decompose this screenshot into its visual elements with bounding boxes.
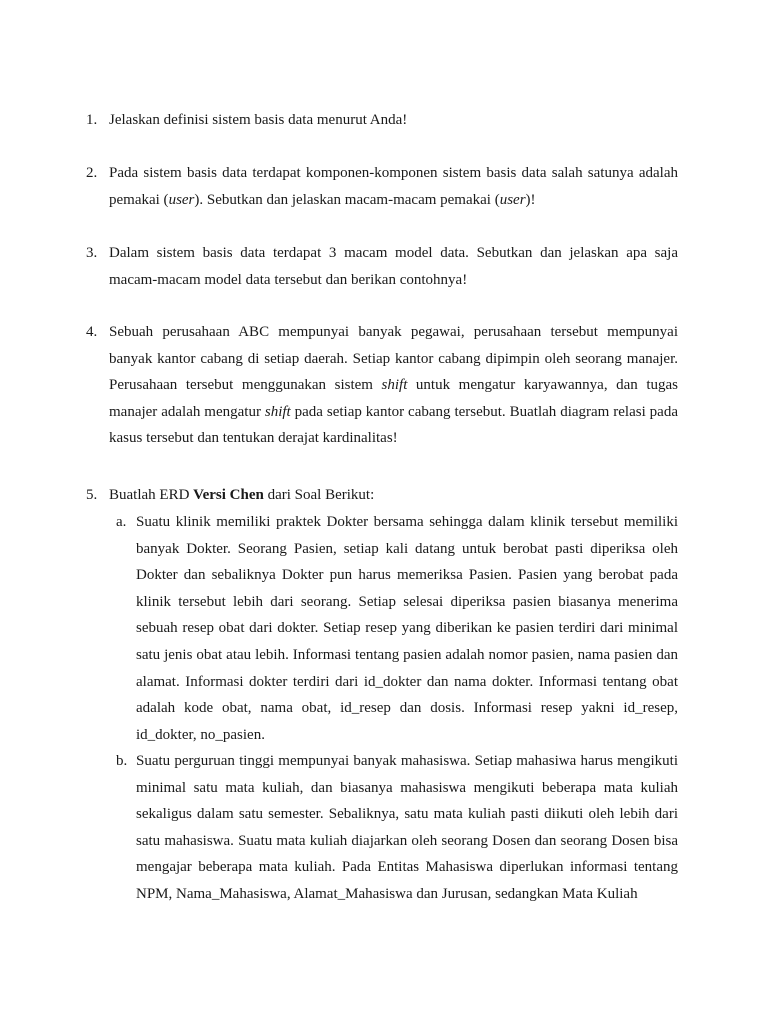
question-4 bbox=[86, 319, 678, 452]
question-2 bbox=[86, 160, 678, 213]
subitem-text: Suatu klinik memiliki praktek Dokter bersama sehingga dalam klinik tersebut memiliki banyak Dokter. Seorang Pasien, setiap kali datang untuk berobat pasti diperiksa oleh Dokter dan sebaliknya Dokter pun harus memeriksa Pasien. Pasien yang berobat pada klinik tersebut lebih dari seorang. Setiap selesai diperiksa pasien biasanya menerima sebuah resep obat dari dokter. Setiap resep yang diberikan ke pasien terdiri dari minimal satu jenis obat atau lebih. Informasi tentang pasien adalah nomor pasien, nama pasien dan alamat. Informasi dokter terdiri dari id_dokter dan nama dokter. Informasi tentang obat adalah kode obat, nama obat, id_resep dan dosis. Informasi resep yakni id_resep, id_dokter, no_pasien. bbox=[136, 514, 678, 743]
question-text: Dalam sistem basis data terdapat 3 macam model data. Sebutkan dan jelaskan apa saja macam-macam model data tersebut dan berikan contohnya! bbox=[109, 245, 678, 288]
text-segment: dari Soal Berikut: bbox=[263, 487, 375, 503]
text-segment: pada setiap kantor cabang tersebut. Buatlah diagram relasi pada kasus tersebut dan tentukan derajat kardinalitas! bbox=[109, 403, 678, 447]
question-5-subitem-b bbox=[116, 748, 678, 908]
italic-term: user bbox=[168, 191, 195, 208]
italic-term: shift bbox=[264, 403, 291, 420]
question-3 bbox=[86, 240, 678, 293]
question-number: 2. bbox=[86, 165, 98, 181]
italic-term: shift bbox=[381, 377, 408, 394]
text-segment: Pada sistem basis data terdapat komponen-komponen sistem basis data salah satunya adalah pemakai ( bbox=[109, 165, 678, 208]
question-number: 5. bbox=[86, 487, 98, 503]
subitem-text: Suatu perguruan tinggi mempunyai banyak mahasiswa. Setiap mahasiwa harus mengikuti minimal satu mata kuliah, dan biasanya mahasiswa mengikuti beberapa mata kuliah sekaligus dalam satu semester. Sebaliknya, satu mata kuliah pasti diikuti oleh lebih dari satu mahasiswa. Suatu mata kuliah diajarkan oleh seorang Dosen dan seorang Dosen bisa mengajar beberapa mata kuliah. Pada Entitas Mahasiswa diperlukan informasi tentang NPM, Nama_Mahasiswa, Alamat_Mahasiswa dan Jurusan, sedangkan Mata Kuliah bbox=[136, 753, 678, 902]
subitem-letter: a. bbox=[116, 514, 127, 530]
question-5-subitem-a bbox=[116, 509, 678, 748]
question-text: Jelaskan definisi sistem basis data menurut Anda! bbox=[109, 112, 408, 128]
bold-term: Versi Chen bbox=[193, 487, 264, 503]
question-text bbox=[109, 319, 678, 452]
text-segment: Sebuah perusahaan ABC mempunyai banyak pegawai, perusahaan tersebut mempunyai banyak kantor cabang di setiap daerah. Setiap kantor cabang dipimpin oleh seorang manajer. Perusahaan tersebut menggunakan sistem bbox=[109, 324, 678, 394]
italic-term: user bbox=[499, 191, 526, 208]
text-segment: Buatlah ERD bbox=[109, 487, 194, 503]
text-segment: untuk mengatur karyawannya, dan tugas manajer adalah mengatur bbox=[109, 377, 679, 420]
text-segment: )! bbox=[525, 191, 536, 208]
subitem-letter: b. bbox=[116, 753, 128, 769]
question-number: 4. bbox=[86, 324, 98, 340]
question-number: 3. bbox=[86, 245, 98, 261]
question-text bbox=[109, 160, 678, 213]
question-text bbox=[109, 482, 678, 509]
question-1 bbox=[86, 107, 678, 134]
text-segment: ). Sebutkan dan jelaskan macam-macam pemakai ( bbox=[194, 191, 500, 208]
question-5 bbox=[86, 482, 678, 509]
question-number: 1. bbox=[86, 112, 98, 128]
